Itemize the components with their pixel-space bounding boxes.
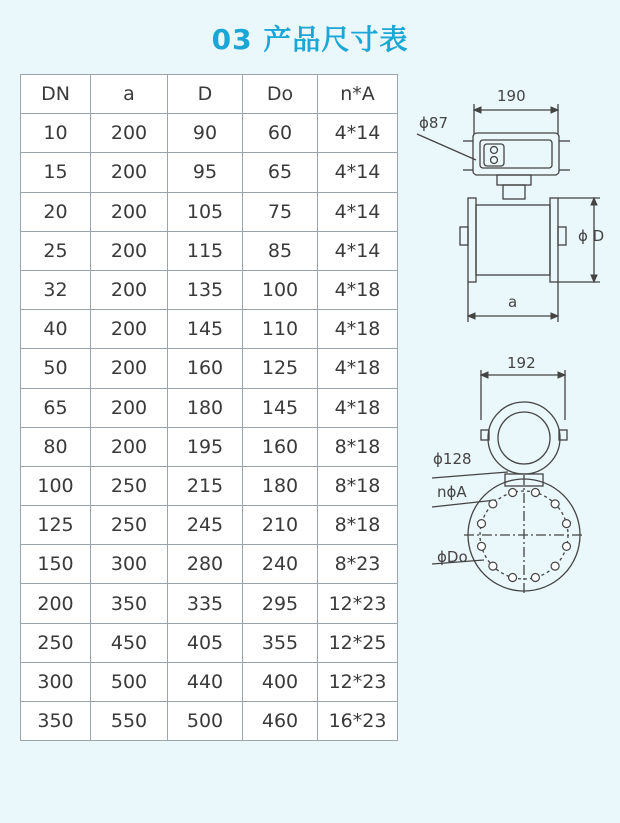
table-cell: 16*23 (318, 702, 398, 741)
table-cell: 200 (91, 310, 168, 349)
table-cell: 200 (91, 270, 168, 309)
bolt-hole (509, 574, 517, 582)
table-cell: 550 (91, 702, 168, 741)
side-flange-dia-label: ϕ D (578, 227, 605, 245)
bolt-hole (489, 500, 497, 508)
table-cell: 50 (21, 349, 91, 388)
table-cell: 245 (168, 506, 243, 545)
table-cell: 300 (91, 545, 168, 584)
table-cell: 60 (243, 114, 318, 153)
table-cell: 200 (21, 584, 91, 623)
table-cell: 100 (21, 466, 91, 505)
table-cell: 4*18 (318, 270, 398, 309)
header-a: a (91, 75, 168, 114)
table-cell: 8*23 (318, 545, 398, 584)
table-cell: 250 (21, 623, 91, 662)
table-cell: 135 (168, 270, 243, 309)
table-cell: 250 (91, 506, 168, 545)
table-cell: 160 (168, 349, 243, 388)
bolt-hole (478, 542, 486, 550)
bolt-hole (551, 500, 559, 508)
table-cell: 145 (168, 310, 243, 349)
table-cell: 500 (168, 702, 243, 741)
header-d: D (168, 75, 243, 114)
header-na: n*A (318, 75, 398, 114)
table-cell: 200 (91, 349, 168, 388)
table-cell: 95 (168, 153, 243, 192)
front-pitch-circle-label: ϕDo (437, 548, 468, 566)
table-cell: 8*18 (318, 427, 398, 466)
table-cell: 400 (243, 662, 318, 701)
page-title: 03 产品尺寸表 (211, 23, 409, 56)
bolt-hole (531, 574, 539, 582)
bolt-hole (531, 489, 539, 497)
table-cell: 250 (91, 466, 168, 505)
table-cell: 32 (21, 270, 91, 309)
side-length-label: a (508, 293, 518, 311)
table-cell: 115 (168, 231, 243, 270)
table-cell: 180 (168, 388, 243, 427)
table-cell: 10 (21, 114, 91, 153)
header-do: Do (243, 75, 318, 114)
header-dn: DN (21, 75, 91, 114)
table-cell: 8*18 (318, 466, 398, 505)
table-cell: 12*25 (318, 623, 398, 662)
table-cell: 20 (21, 192, 91, 231)
side-head-dia-label: ϕ87 (419, 114, 448, 132)
table-cell: 75 (243, 192, 318, 231)
table-cell: 335 (168, 584, 243, 623)
table-cell: 200 (91, 388, 168, 427)
table-cell: 200 (91, 192, 168, 231)
table-cell: 180 (243, 466, 318, 505)
front-top-width-label: 192 (507, 354, 536, 372)
table-cell: 450 (91, 623, 168, 662)
table-cell: 8*18 (318, 506, 398, 545)
table-cell: 85 (243, 231, 318, 270)
table-cell: 80 (21, 427, 91, 466)
table-cell: 280 (168, 545, 243, 584)
table-cell: 40 (21, 310, 91, 349)
table-cell: 215 (168, 466, 243, 505)
table-cell: 15 (21, 153, 91, 192)
bolt-hole (563, 542, 571, 550)
table-cell: 500 (91, 662, 168, 701)
table-cell: 4*18 (318, 388, 398, 427)
table-cell: 25 (21, 231, 91, 270)
table-cell: 4*18 (318, 310, 398, 349)
table-cell: 110 (243, 310, 318, 349)
table-cell: 295 (243, 584, 318, 623)
bolt-hole (478, 520, 486, 528)
table-cell: 210 (243, 506, 318, 545)
table-cell: 200 (91, 114, 168, 153)
table-cell: 4*14 (318, 192, 398, 231)
table-cell: 65 (243, 153, 318, 192)
table-cell: 125 (243, 349, 318, 388)
table-cell: 12*23 (318, 662, 398, 701)
table-cell: 4*14 (318, 114, 398, 153)
table-cell: 105 (168, 192, 243, 231)
table-cell: 4*14 (318, 153, 398, 192)
table-cell: 405 (168, 623, 243, 662)
table-cell: 200 (91, 153, 168, 192)
table-cell: 65 (21, 388, 91, 427)
table-cell: 125 (21, 506, 91, 545)
bolt-hole (551, 562, 559, 570)
side-top-width-label: 190 (497, 87, 526, 105)
table-cell: 4*18 (318, 349, 398, 388)
bolt-hole (509, 489, 517, 497)
table-cell: 355 (243, 623, 318, 662)
front-bolt-holes-label: nϕA (437, 483, 467, 501)
table-cell: 100 (243, 270, 318, 309)
table-cell: 150 (21, 545, 91, 584)
table-cell: 160 (243, 427, 318, 466)
bolt-hole (489, 562, 497, 570)
front-head-dia-label: ϕ128 (433, 450, 472, 468)
table-cell: 300 (21, 662, 91, 701)
bolt-hole (563, 520, 571, 528)
table-cell: 12*23 (318, 584, 398, 623)
table-cell: 460 (243, 702, 318, 741)
table-cell: 440 (168, 662, 243, 701)
table-cell: 200 (91, 427, 168, 466)
table-cell: 195 (168, 427, 243, 466)
table-cell: 90 (168, 114, 243, 153)
table-cell: 350 (21, 702, 91, 741)
table-cell: 200 (91, 231, 168, 270)
table-cell: 350 (91, 584, 168, 623)
table-cell: 240 (243, 545, 318, 584)
table-cell: 145 (243, 388, 318, 427)
table-cell: 4*14 (318, 231, 398, 270)
